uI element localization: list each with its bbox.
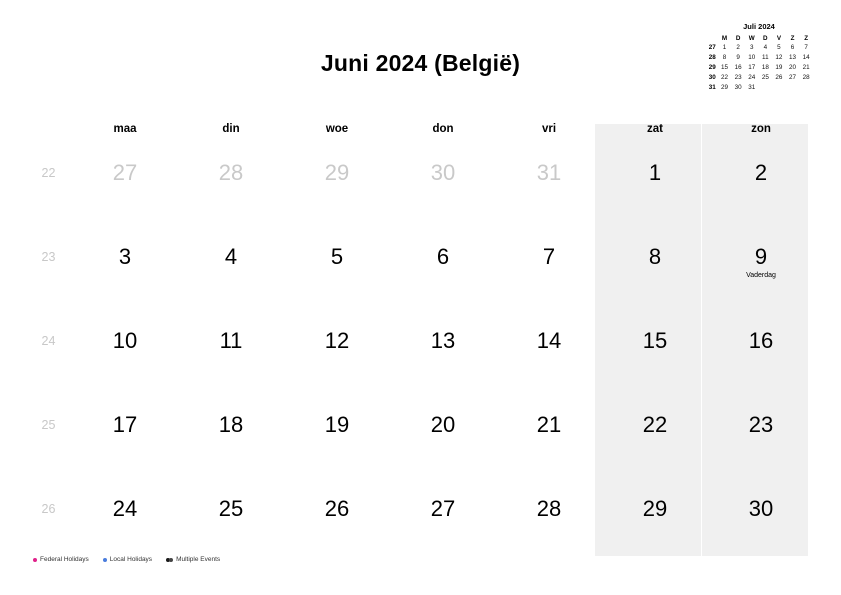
day-number: 30 (430, 160, 456, 185)
day-cell[interactable] (708, 226, 814, 310)
mini-header-sat: Z (790, 35, 795, 42)
week-number: 25 (41, 418, 56, 432)
day-cell[interactable] (708, 394, 814, 478)
day-number: 30 (748, 496, 774, 521)
day-cell[interactable] (284, 142, 390, 226)
mini-day-cell: 20 (789, 64, 797, 71)
calendar-week-row (25, 394, 815, 478)
mini-day-cell: 9 (736, 54, 740, 61)
day-number: 14 (536, 328, 562, 353)
mini-day-cell (772, 83, 786, 93)
mini-day-cell: 11 (762, 54, 769, 61)
weekday-header-zon: zon (751, 123, 771, 135)
weekday-header-din: din (222, 123, 240, 135)
day-cell[interactable] (72, 478, 178, 562)
day-number: 16 (748, 328, 774, 353)
day-number: 10 (112, 328, 138, 353)
mini-day-cell: 6 (790, 44, 795, 51)
day-number: 17 (112, 412, 138, 437)
day-cell[interactable] (602, 310, 708, 394)
calendar-week-row (25, 310, 815, 394)
mini-week-number: 31 (708, 84, 716, 91)
mini-day-cell: 2 (736, 44, 740, 51)
mini-day-cell: 17 (748, 64, 756, 71)
day-cell[interactable] (708, 310, 814, 394)
day-cell[interactable] (708, 142, 814, 226)
day-number: 27 (112, 160, 138, 185)
day-number: 22 (642, 412, 668, 437)
mini-week-number: 29 (708, 64, 716, 71)
page-title: Juni 2024 (België) (320, 50, 521, 76)
day-cell[interactable] (390, 478, 496, 562)
day-number: 29 (642, 496, 668, 521)
mini-day-cell: 30 (734, 84, 742, 91)
mini-day-cell: 21 (802, 64, 810, 71)
day-cell[interactable] (390, 310, 496, 394)
mini-day-cell: 12 (775, 54, 783, 61)
mini-header-thu: D (763, 35, 768, 42)
mini-day-cell: 1 (722, 44, 727, 51)
day-cell[interactable] (72, 226, 178, 310)
calendar-grid (25, 120, 815, 562)
day-cell[interactable] (496, 478, 602, 562)
mini-day-cell: 18 (761, 64, 769, 71)
mini-month-row (705, 73, 813, 83)
mini-day-cell: 28 (802, 74, 810, 81)
mini-day-cell: 3 (749, 44, 754, 51)
day-cell[interactable] (284, 394, 390, 478)
day-number: 25 (218, 496, 244, 521)
day-number: 12 (324, 328, 350, 353)
day-number: 31 (536, 160, 562, 185)
day-number: 24 (112, 496, 138, 521)
mini-header-tue: D (735, 35, 741, 42)
legend-label: Federal Holidays (40, 556, 89, 563)
mini-week-number: 28 (708, 54, 716, 61)
mini-month-title: Juli 2024 (743, 22, 775, 31)
mini-month-row (705, 43, 813, 53)
weekday-header-zat: zat (647, 123, 663, 135)
mini-month-july (705, 22, 813, 93)
mini-month-row (705, 83, 813, 93)
weekday-header-maa: maa (113, 123, 137, 135)
day-cell[interactable] (178, 142, 284, 226)
day-number: 6 (436, 244, 450, 269)
mini-day-cell (759, 83, 773, 93)
day-number: 28 (218, 160, 244, 185)
weekday-header-row (25, 120, 815, 142)
mini-day-cell: 24 (748, 74, 756, 81)
week-number: 24 (41, 334, 56, 348)
day-number: 4 (224, 244, 238, 269)
day-number: 27 (430, 496, 456, 521)
day-cell[interactable] (602, 394, 708, 478)
mini-day-cell: 29 (721, 84, 729, 91)
mini-day-cell: 25 (761, 74, 769, 81)
day-cell[interactable] (602, 226, 708, 310)
day-cell[interactable] (390, 226, 496, 310)
mini-day-cell: 4 (763, 44, 768, 51)
day-number: 3 (118, 244, 132, 269)
day-cell[interactable] (72, 310, 178, 394)
mini-day-cell: 31 (748, 84, 756, 91)
day-cell[interactable] (496, 310, 602, 394)
day-number: 11 (219, 328, 243, 353)
day-number: 20 (430, 412, 456, 437)
day-number: 13 (430, 328, 456, 353)
mini-header-wed: W (748, 35, 755, 42)
mini-month-row (705, 63, 813, 73)
mini-header-weeknum (705, 34, 718, 43)
day-cell[interactable] (284, 478, 390, 562)
mini-week-number: 30 (708, 74, 716, 81)
mini-month-row (705, 53, 813, 63)
day-number: 18 (218, 412, 244, 437)
day-cell[interactable] (708, 478, 814, 562)
day-cell[interactable] (284, 310, 390, 394)
day-number: 1 (648, 160, 662, 185)
legend-label: Multiple Events (176, 556, 221, 563)
mini-day-cell: 13 (789, 54, 797, 61)
day-cell[interactable] (72, 394, 178, 478)
mini-day-cell: 22 (721, 74, 729, 81)
mini-month-table (705, 34, 813, 93)
day-number: 19 (324, 412, 350, 437)
mini-day-cell: 27 (789, 74, 797, 81)
day-number: 9 (754, 244, 768, 269)
mini-month-header-row (705, 34, 813, 43)
day-number: 15 (642, 328, 668, 353)
day-cell[interactable] (390, 142, 496, 226)
day-cell[interactable] (602, 142, 708, 226)
weekday-header-don: don (432, 123, 454, 135)
calendar-week-row (25, 478, 815, 562)
mini-day-cell: 23 (734, 74, 742, 81)
day-number: 26 (324, 496, 350, 521)
weeknum-header-spacer (25, 120, 72, 142)
legend-label: Local Holidays (109, 556, 153, 563)
mini-day-cell: 8 (722, 54, 727, 61)
day-cell[interactable] (496, 142, 602, 226)
mini-day-cell: 16 (734, 64, 742, 71)
weekday-header-vri: vri (541, 123, 557, 135)
day-cell[interactable] (178, 478, 284, 562)
day-cell[interactable] (496, 226, 602, 310)
day-cell[interactable] (284, 226, 390, 310)
day-cell[interactable] (390, 394, 496, 478)
week-number: 26 (41, 502, 56, 516)
mini-day-cell: 15 (721, 64, 729, 71)
mini-day-cell: 19 (775, 64, 783, 71)
day-cell[interactable] (72, 142, 178, 226)
day-cell[interactable] (602, 478, 708, 562)
mini-header-mon: M (721, 35, 728, 42)
mini-day-cell: 14 (802, 54, 810, 61)
day-cell[interactable] (178, 226, 284, 310)
day-number: 7 (542, 244, 556, 269)
mini-header-fri: V (776, 35, 782, 42)
day-cell[interactable] (496, 394, 602, 478)
week-number: 23 (41, 250, 56, 264)
day-cell[interactable] (178, 394, 284, 478)
mini-header-sun: Z (804, 35, 809, 42)
mini-week-number: 27 (708, 44, 716, 51)
calendar-week-row (25, 142, 815, 226)
day-number: 29 (324, 160, 350, 185)
day-number: 21 (536, 412, 562, 437)
mini-day-cell: 10 (748, 54, 756, 61)
day-number: 2 (754, 160, 768, 185)
calendar-week-row (25, 226, 815, 310)
day-number: 8 (648, 244, 662, 269)
mini-day-cell: 26 (775, 74, 783, 81)
mini-day-cell (799, 83, 813, 93)
mini-day-cell (786, 83, 800, 93)
mini-day-cell: 5 (777, 44, 781, 51)
day-cell[interactable] (178, 310, 284, 394)
day-number: 5 (330, 244, 344, 269)
day-number: 28 (536, 496, 562, 521)
week-number: 22 (41, 166, 56, 180)
day-number: 23 (748, 412, 774, 437)
day-event: Vaderdag (746, 272, 776, 279)
weekday-header-woe: woe (325, 123, 349, 135)
mini-day-cell: 7 (804, 44, 808, 51)
